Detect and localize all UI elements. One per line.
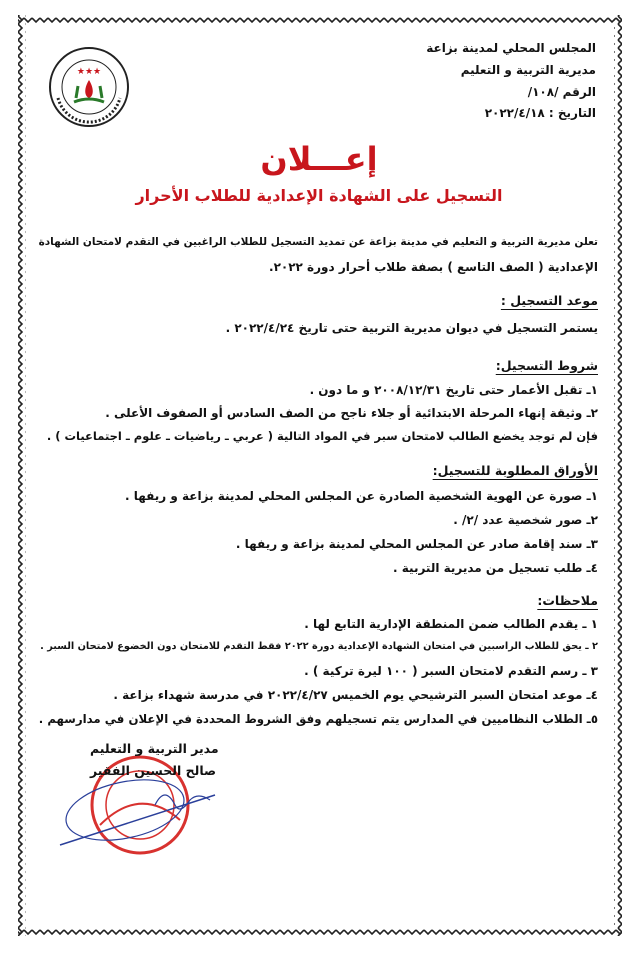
signature-title: مدير التربية و التعليم — [90, 741, 219, 756]
page-subtitle: التسجيل على الشهادة الإعدادية للطلاب الأحرار — [135, 186, 503, 205]
intro-line: الإعدادية ( الصف التاسع ) بصفة طلاب أحرار دورة ٢٠٢٢. — [269, 260, 598, 274]
note-item: ٢ ـ يحق للطلاب الراسبين في امتحان الشهادة الإعدادية دورة ٢٠٢٢ فقط التقدم للامتحان دون الخضوع لامتحان السبر . — [40, 641, 598, 652]
document-item: ١ـ صورة عن الهوية الشخصية الصادرة عن المجلس المحلي لمدينة بزاعة و ريفها . — [124, 489, 598, 503]
registration-date-heading: موعد التسجيل : — [500, 293, 598, 308]
note-item: ٥ـ الطلاب النظاميين في المدارس يتم تسجيلهم وفق الشروط المحددة في الإعلان في مدارسهم . — [38, 712, 598, 726]
condition-item: ١ـ تقبل الأعمار حتى تاريخ ٢٠٠٨/١٢/٣١ و ما دون . — [309, 383, 598, 397]
note-item: ٤ـ موعد امتحان السبر الترشيحي يوم الخميس ٢٠٢٢/٤/٢٧ في مدرسة شهداء بزاعة . — [113, 688, 598, 702]
note-item: ١ ـ يقدم الطالب ضمن المنطقة الإدارية التابع لها . — [304, 617, 598, 631]
document-item: ٤ـ طلب تسجيل من مديرية التربية . — [393, 561, 598, 575]
note-item: ٣ ـ رسم التقدم لامتحان السبر ( ١٠٠ ليرة تركية ) . — [304, 664, 598, 678]
directorate-logo — [48, 46, 130, 128]
header-council: المجلس المحلي لمدينة بزاعة — [426, 41, 596, 55]
document-item: ٢ـ صور شخصية عدد /٢/ . — [453, 513, 598, 527]
registration-date-text: يستمر التسجيل في ديوان مديرية التربية حتى تاريخ ٢٠٢٢/٤/٢٤ . — [225, 321, 598, 335]
svg-text:★★★: ★★★ — [76, 67, 102, 77]
notes-heading: ملاحظات: — [537, 593, 598, 608]
header-date: التاريخ : ٢٠٢٢/٤/١٨ — [484, 106, 596, 120]
condition-item: ٢ـ وثيقة إنهاء المرحلة الابتدائية أو جلاء ناجح من الصف السادس أو الصفوف الأعلى . — [105, 406, 598, 420]
documents-heading: الأوراق المطلوبة للتسجيل: — [432, 463, 598, 478]
signature-name: صالح الحسين الفقير — [90, 763, 217, 778]
condition-item: فإن لم توجد يخضع الطالب لامتحان سبر في المواد التالية ( عربي ـ رياضيات ـ علوم ـ اجتماعيات ) . — [46, 429, 598, 443]
header-directorate: مديرية التربية و التعليم — [460, 63, 596, 77]
intro-line: تعلن مديرية التربية و التعليم في مدينة بزاعة عن تمديد التسجيل للطلاب الراغبين في التقدم لامتحان الشهادة — [38, 236, 598, 248]
conditions-heading: شروط التسجيل: — [495, 358, 598, 373]
page-title: إعـــلان — [260, 140, 378, 178]
header-number: الرقم /١٠٨/ — [527, 85, 596, 99]
document-item: ٣ـ سند إقامة صادر عن المجلس المحلي لمدينة بزاعة و ريفها . — [235, 537, 598, 551]
